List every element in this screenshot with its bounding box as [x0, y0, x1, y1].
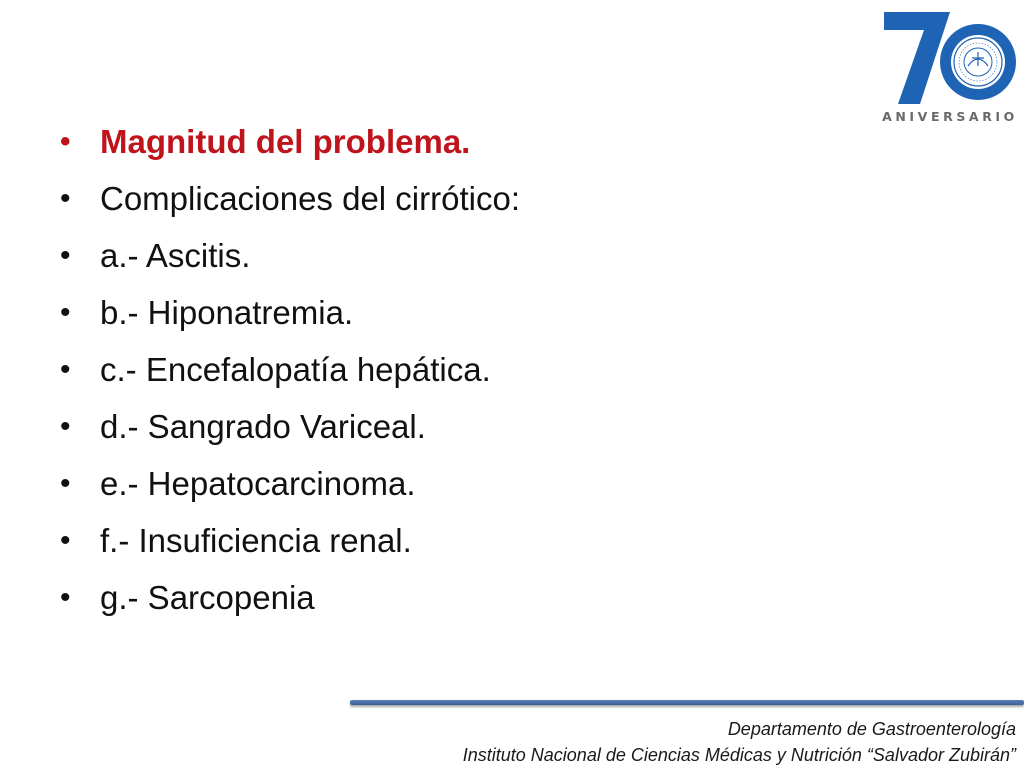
- bullet-dot-icon: •: [60, 125, 71, 158]
- bullet-dot-icon: •: [60, 410, 71, 443]
- bullet-item: [60, 455, 860, 512]
- bullet-text: b.- Hiponatremia.: [100, 294, 354, 331]
- bullet-item: [60, 227, 860, 284]
- bullet-item: [60, 341, 860, 398]
- bullet-text: Magnitud del problema.: [100, 123, 471, 160]
- footer-institute: Instituto Nacional de Ciencias Médicas y Nutrición “Salvador Zubirán”: [462, 745, 1016, 765]
- bullet-dot-icon: •: [60, 524, 71, 557]
- bullet-list: [60, 113, 860, 626]
- seventy-emblem-icon: [880, 4, 1020, 126]
- bullet-item: [60, 569, 860, 626]
- bullet-dot-icon: •: [60, 239, 71, 272]
- bullet-dot-icon: •: [60, 581, 71, 614]
- bullet-text: e.- Hepatocarcinoma.: [100, 465, 416, 502]
- bullet-text: Complicaciones del cirrótico:: [100, 180, 520, 217]
- bullet-text: g.- Sarcopenia: [100, 579, 315, 616]
- footer: [463, 716, 1016, 768]
- bullet-text: a.- Ascitis.: [100, 237, 251, 274]
- bullet-text: f.- Insuficiencia renal.: [100, 522, 412, 559]
- anniversary-logo: [880, 4, 1020, 126]
- bullet-dot-icon: •: [60, 353, 71, 386]
- bullet-dot-icon: •: [60, 467, 71, 500]
- bullet-text: c.- Encefalopatía hepática.: [100, 351, 491, 388]
- bullet-item: [60, 398, 860, 455]
- bullet-dot-icon: •: [60, 296, 71, 329]
- logo-caption: ANIVERSARIO: [882, 109, 1018, 124]
- bullet-item: [60, 284, 860, 341]
- bullet-item: [60, 113, 860, 170]
- bullet-item: [60, 170, 860, 227]
- footer-divider: [350, 700, 1024, 705]
- bullet-text: d.- Sangrado Variceal.: [100, 408, 426, 445]
- footer-department: Departamento de Gastroenterología: [727, 719, 1016, 739]
- bullet-item: [60, 512, 860, 569]
- bullet-dot-icon: •: [60, 182, 71, 215]
